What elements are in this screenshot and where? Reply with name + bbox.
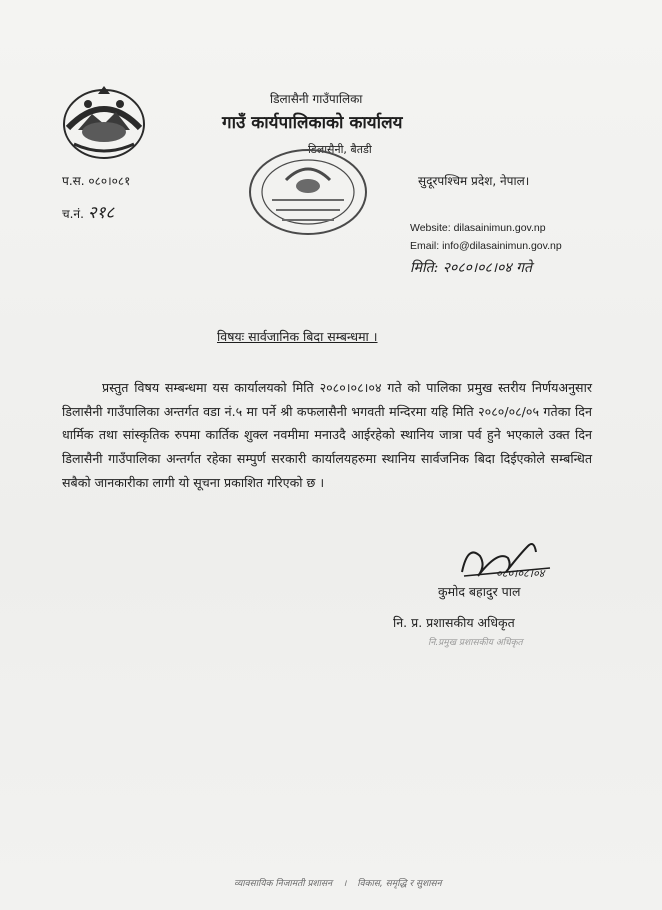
signature-date: ०८०।०८।०४	[496, 567, 545, 580]
footer-item-1: व्यावसायिक निजामती प्रशासन	[234, 879, 333, 889]
seal-text: नि.प्रमुख प्रशासकीय अधिकृत	[428, 638, 523, 648]
nepal-emblem-icon	[58, 84, 150, 162]
office-location: डिलासैनी, बैतडी	[308, 143, 372, 156]
ps-value: ०८०।०८१	[88, 174, 131, 188]
province-line: सुदूरपश्चिम प्रदेश, नेपाल।	[418, 174, 530, 188]
subject-line: विषयः सार्वजानिक बिदा सम्बन्धमा ।	[217, 329, 378, 344]
letter-date: मिति: २०८०।०८।०४ गते	[410, 260, 532, 276]
cn-label: च.नं.	[62, 207, 84, 221]
ps-label: प.स.	[62, 174, 85, 188]
footer-motto	[230, 876, 446, 889]
signer-title: नि. प्र. प्रशासकीय अधिकृत	[393, 615, 515, 630]
signer-name: कुमोद बहादुर पाल	[438, 584, 521, 599]
website-text: Website: dilasainimun.gov.np	[410, 222, 546, 234]
office-title: गाउँ कार्यपालिकाको कार्यालय	[222, 113, 403, 133]
reference-ps	[62, 172, 130, 189]
reference-cn	[62, 200, 114, 223]
office-stamp-icon	[242, 140, 374, 240]
email-text: Email: info@dilasainimun.gov.np	[410, 240, 562, 252]
footer-separator: ।	[342, 879, 347, 889]
body-paragraph: प्रस्तुत विषय सम्बन्धमा यस कार्यालयको मिति २०८०।०८।०४ गते को पालिका प्रमुख स्तरीय निर्णयअनुसार डिलासैनी गाउँपालिका अन्तर्गत वडा नं.५ मा पर्ने श्री कफलासैनी भगवती मन्दिरमा यहि मिति २०८०/०८/०५ गतेका दिन धार्मिक तथा सांस्कृतिक रुपमा कार्तिक शुक्ल नवमीमा मनाउदै आईरहेको स्थानिय जात्रा पर्व हुने भएकाले उक्त दिन डिलासैनी गाउँपालिका अन्तर्गत रहेका सम्पुर्ण सरकारी कार्यालयहरुमा स्थानिय सार्वजनिक बिदा दिईएकोले सम्बन्धित सबैको जानकारीका लागी यो सूचना प्रकाशित गरिएको छ ।	[62, 380, 592, 490]
municipality-name-small: डिलासैनी गाउँपालिका	[270, 92, 363, 106]
footer-item-2: विकास, समृद्धि र सुशासन	[357, 879, 442, 889]
cn-value: २१८	[87, 203, 115, 223]
